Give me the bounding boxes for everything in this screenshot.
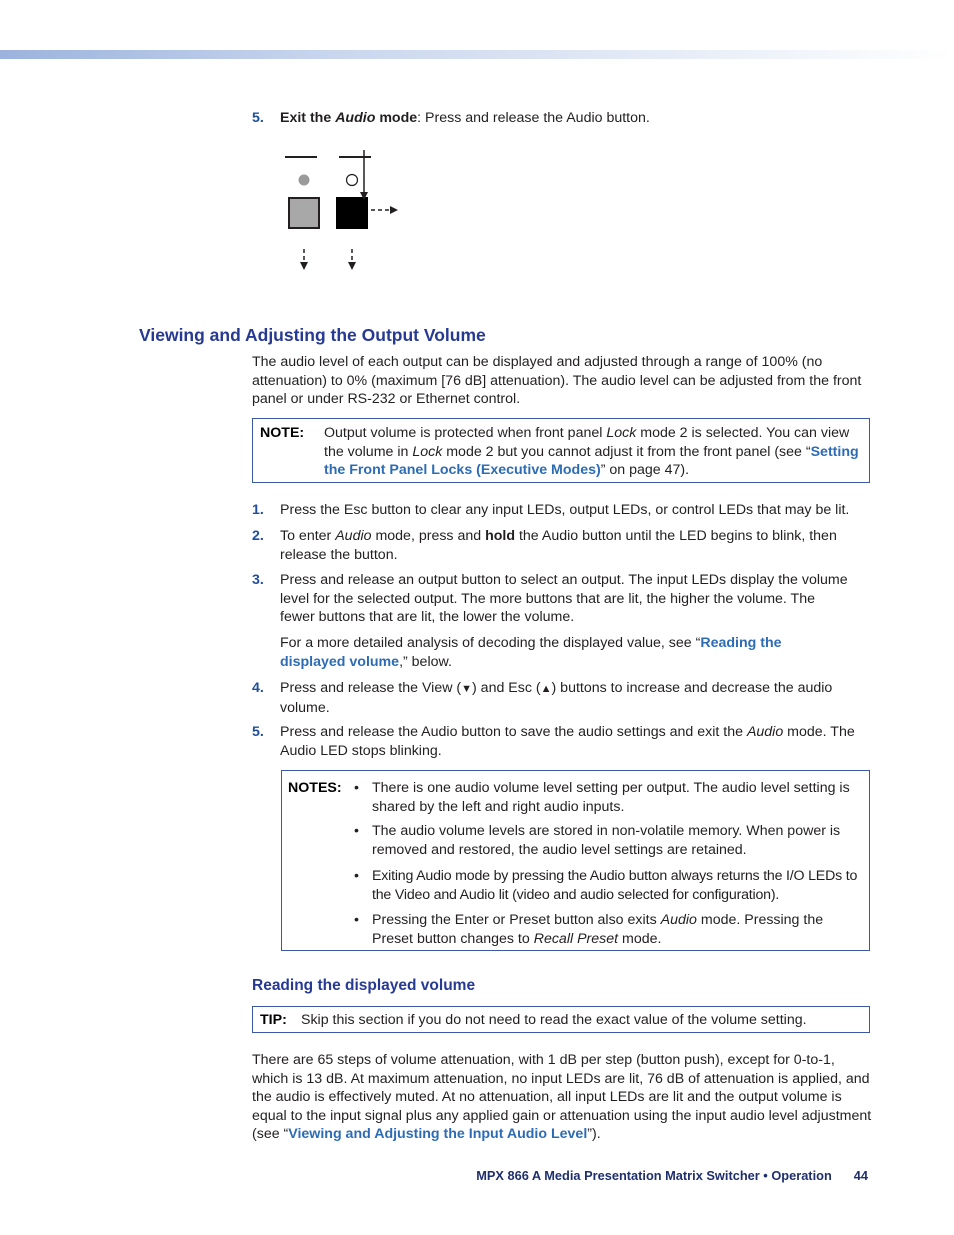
subsection-heading: Reading the displayed volume [252, 977, 476, 994]
note-link[interactable]: Setting the Front Panel Locks (Executive Modes) [324, 443, 859, 478]
step-number: 3. [252, 572, 264, 588]
step-number: 5. [252, 724, 264, 740]
step-number: 4. [252, 680, 264, 696]
input-audio-level-link[interactable]: Viewing and Adjusting the Input Audio Level [288, 1126, 588, 1142]
step-text: Press the Esc button to clear any input LEDs, output LEDs, or control LEDs that may be lit. [280, 502, 850, 518]
attenuation-paragraph: There are 65 steps of volume attenuation, with 1 dB per step (button push), except for 0-to-1, which is 13 dB. At maximum attenuation, no input LEDs are lit, 76 dB of attenuation is applied, and the audio is effectively muted. At no attenuation, all input LEDs are lit and the output volume is equal to the input signal plus any applied gain or attenuation using the input audio level adjustment (see “Viewing and Adjusting the Input Audio Level”). [252, 1052, 872, 1142]
down-triangle-icon: ▼ [461, 683, 473, 695]
step-text: Exit the Audio mode: Press and release the Audio button. [280, 110, 650, 126]
reading-volume-link[interactable]: Reading the displayed volume [280, 635, 782, 670]
up-triangle-icon: ▲ [540, 683, 552, 695]
note-text: Output volume is protected when front panel Lock mode 2 is selected. You can view the volume in Lock mode 2 but you cannot adjust it from the front panel (see “Setting the Front Panel Locks (Executive Modes)” on page 47). [324, 425, 859, 478]
page-footer [432, 1167, 868, 1186]
step-text: Press and release an output button to select an output. The input LEDs display the volume level for the selected output. The more buttons that are lit, the higher the volume. The fewer buttons that are lit, the lower the volume. [280, 572, 848, 625]
down-arrow-right-head [348, 262, 356, 270]
page-number: 44 [853, 1168, 868, 1183]
step-subparagraph: For a more detailed analysis of decoding the displayed value, see “Reading the displayed volume,” below. [280, 635, 782, 670]
down-arrow-left-head [300, 262, 308, 270]
notes-box [281, 770, 870, 951]
section-heading: Viewing and Adjusting the Output Volume [139, 325, 486, 345]
header-gradient-bar [0, 50, 954, 59]
step-number: 1. [252, 502, 264, 518]
note-box [252, 418, 870, 483]
bullet-icon: • [354, 823, 359, 839]
led-outline-icon [347, 175, 358, 186]
notes-item: • There is one audio volume level setting per output. The audio level setting is shared by the left and right audio inputs. [354, 780, 850, 815]
note-label: NOTE: [260, 425, 305, 441]
step-number: 5. [252, 110, 264, 126]
audio-button-diagram [280, 146, 400, 274]
tip-box [252, 1006, 870, 1033]
step-text: To enter Audio mode, press and hold the Audio button until the LED begins to blink, then release the button. [280, 528, 837, 563]
notes-label: NOTES: [288, 780, 342, 796]
button-left-face [290, 199, 318, 227]
bullet-icon: • [354, 868, 359, 884]
step-text: Press and release the Audio button to save the audio settings and exit the Audio mode. The Audio LED stops blinking. [280, 724, 855, 759]
notes-item: • Pressing the Enter or Preset button also exits Audio mode. Pressing the Preset button changes to Recall Preset mode. [354, 912, 824, 947]
step-text: Press and release the View (▼) and Esc (▲) buttons to increase and decrease the audio volume. [280, 680, 833, 716]
led-unlit-icon [299, 175, 310, 186]
bullet-icon: • [354, 780, 359, 796]
exit-arrow-head [390, 206, 398, 214]
bullet-icon: • [354, 912, 359, 928]
button-right-pressed [336, 197, 368, 229]
notes-item: • The audio volume levels are stored in non-volatile memory. When power is removed and restored, the audio level settings are retained. [354, 823, 841, 858]
intro-paragraph: The audio level of each output can be displayed and adjusted through a range of 100% (no attenuation) to 0% (maximum [76 dB] attenuation). The audio level can be adjusted from the front panel or under RS-232 or Ethernet control. [252, 354, 862, 407]
tip-label: TIP: [260, 1012, 287, 1028]
notes-item: • Exiting Audio mode by pressing the Audio button always returns the I/O LEDs to the Video and Audio lit (video and audio selected for configuration). [354, 868, 858, 903]
tip-text: Skip this section if you do not need to read the exact value of the volume setting. [301, 1012, 807, 1028]
footer-title: MPX 866 A Media Presentation Matrix Switcher • Operation [476, 1168, 832, 1183]
step-number: 2. [252, 528, 264, 544]
